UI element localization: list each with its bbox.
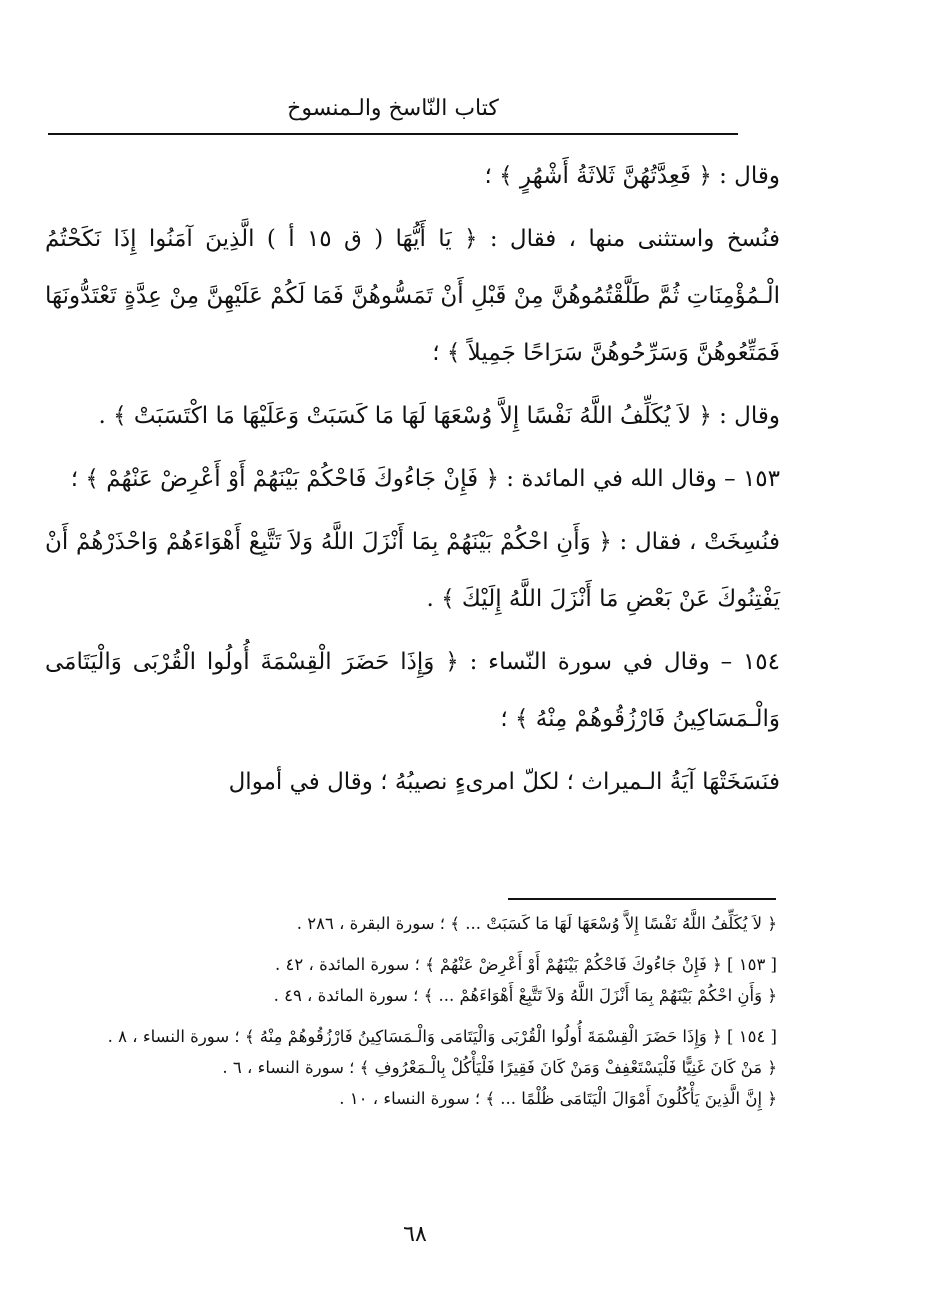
paragraph: وقال : ﴿ فَعِدَّتُهُنَّ ثَلاثَةُ أَشْهُرٍ ﴾ ؛: [484, 163, 780, 189]
footnote: [ ١٥٤ ] ﴿ وَإِذَا حَضَرَ الْقِسْمَةَ أُولُوا الْقُرْبَى وَالْيَتَامَى وَالْـمَسَاكِينُ فَارْزُقُوهُمْ مِنْهُ ﴾ ؛ سورة النساء ، ٨ .: [107, 1027, 777, 1046]
footnote: ﴿ وَأَنِ احْكُمْ بَيْنَهُمْ بِمَا أَنْزَلَ اللَّهُ وَلاَ تَتَّبِعْ أَهْوَاءَهُمْ ... ﴾ ؛ سورة المائدة ، ٤٩ .: [273, 986, 777, 1005]
running-header-title: كتاب النّاسخ والـمنسوخ: [287, 96, 499, 121]
header-rule: [48, 133, 738, 135]
paragraph: ١٥٤ – وقال في سورة النّساء : ﴿ وَإِذَا حَضَرَ الْقِسْمَةَ أُولُوا الْقُرْبَى وَالْيَتَامَى وَالْـمَسَاكِينُ فَارْزُقُوهُمْ مِنْهُ ﴾ ؛: [45, 649, 780, 732]
footnote: [ ١٥٣ ] ﴿ فَإِنْ جَاءُوكَ فَاحْكُمْ بَيْنَهُمْ أَوْ أَعْرِضْ عَنْهُمْ ﴾ ؛ سورة المائدة ، ٤٢ .: [275, 955, 777, 974]
paragraph: فنُسِخَتْ ، فقال : ﴿ وَأَنِ احْكُمْ بَيْنَهُمْ بِمَا أَنْزَلَ اللَّهُ وَلاَ تَتَّبِعْ أَهْوَاءَهُمْ وَاحْذَرْهُمْ أَنْ يَفْتِنُوكَ عَنْ بَعْضِ مَا أَنْزَلَ اللَّهُ إِلَيْكَ ﴾ .: [45, 529, 780, 612]
paragraph: ١٥٣ – وقال الله في المائدة : ﴿ فَإِنْ جَاءُوكَ فَاحْكُمْ بَيْنَهُمْ أَوْ أَعْرِضْ عَنْهُمْ ﴾ ؛: [70, 466, 780, 492]
footnote: ﴿ لاَ يُكَلِّفُ اللَّهُ نَفْسًا إِلاَّ وُسْعَهَا لَهَا مَا كَسَبَتْ ... ﴾ ؛ سورة البقرة ، ٢٨٦ .: [296, 914, 777, 933]
paragraph: فنَسَخَتْهَا آيَةُ الـميراث ؛ لكلّ امرىءٍ نصيبُهُ ؛ وقال في أموال: [228, 769, 780, 795]
page-number: ٦٨: [403, 1222, 427, 1247]
paragraph: وقال : ﴿ لاَ يُكَلِّفُ اللَّهُ نَفْسًا إِلاَّ وُسْعَهَا لَهَا مَا كَسَبَتْ وَعَلَيْهَا مَا اكْتَسَبَتْ ﴾ .: [98, 403, 780, 429]
footnotes: [52, 908, 777, 1114]
footnote: ﴿ مَنْ كَانَ غَنِيًّا فَلْيَسْتَعْفِفْ وَمَنْ كَانَ فَقِيرًا فَلْيَأْكُلْ بِالْـمَعْرُوفِ ﴾ ؛ سورة النساء ، ٦ .: [222, 1058, 777, 1077]
footnote: ﴿ إِنَّ الَّذِينَ يَأْكُلُونَ أَمْوَالَ الْيَتَامَى ظُلْمًا ... ﴾ ؛ سورة النساء ، ١٠ .: [339, 1089, 777, 1108]
main-text: [45, 148, 780, 817]
footnote-rule: [508, 898, 776, 900]
paragraph: فنُسخ واستثنى منها ، فقال : ﴿ يَا أَيُّهَا ( ق ١٥ أ ) الَّذِينَ آمَنُوا إِذَا نَكَحْتُمُ الْـمُؤْمِنَاتِ ثُمَّ طَلَّقْتُمُوهُنَّ مِنْ قَبْلِ أَنْ تَمَسُّوهُنَّ فَمَا لَكُمْ عَلَيْهِنَّ مِنْ عِدَّةٍ تَعْتَدُّونَهَا فَمَتِّعُوهُنَّ وَسَرِّحُوهُنَّ سَرَاحًا جَمِيلاً ﴾ ؛: [45, 226, 780, 366]
